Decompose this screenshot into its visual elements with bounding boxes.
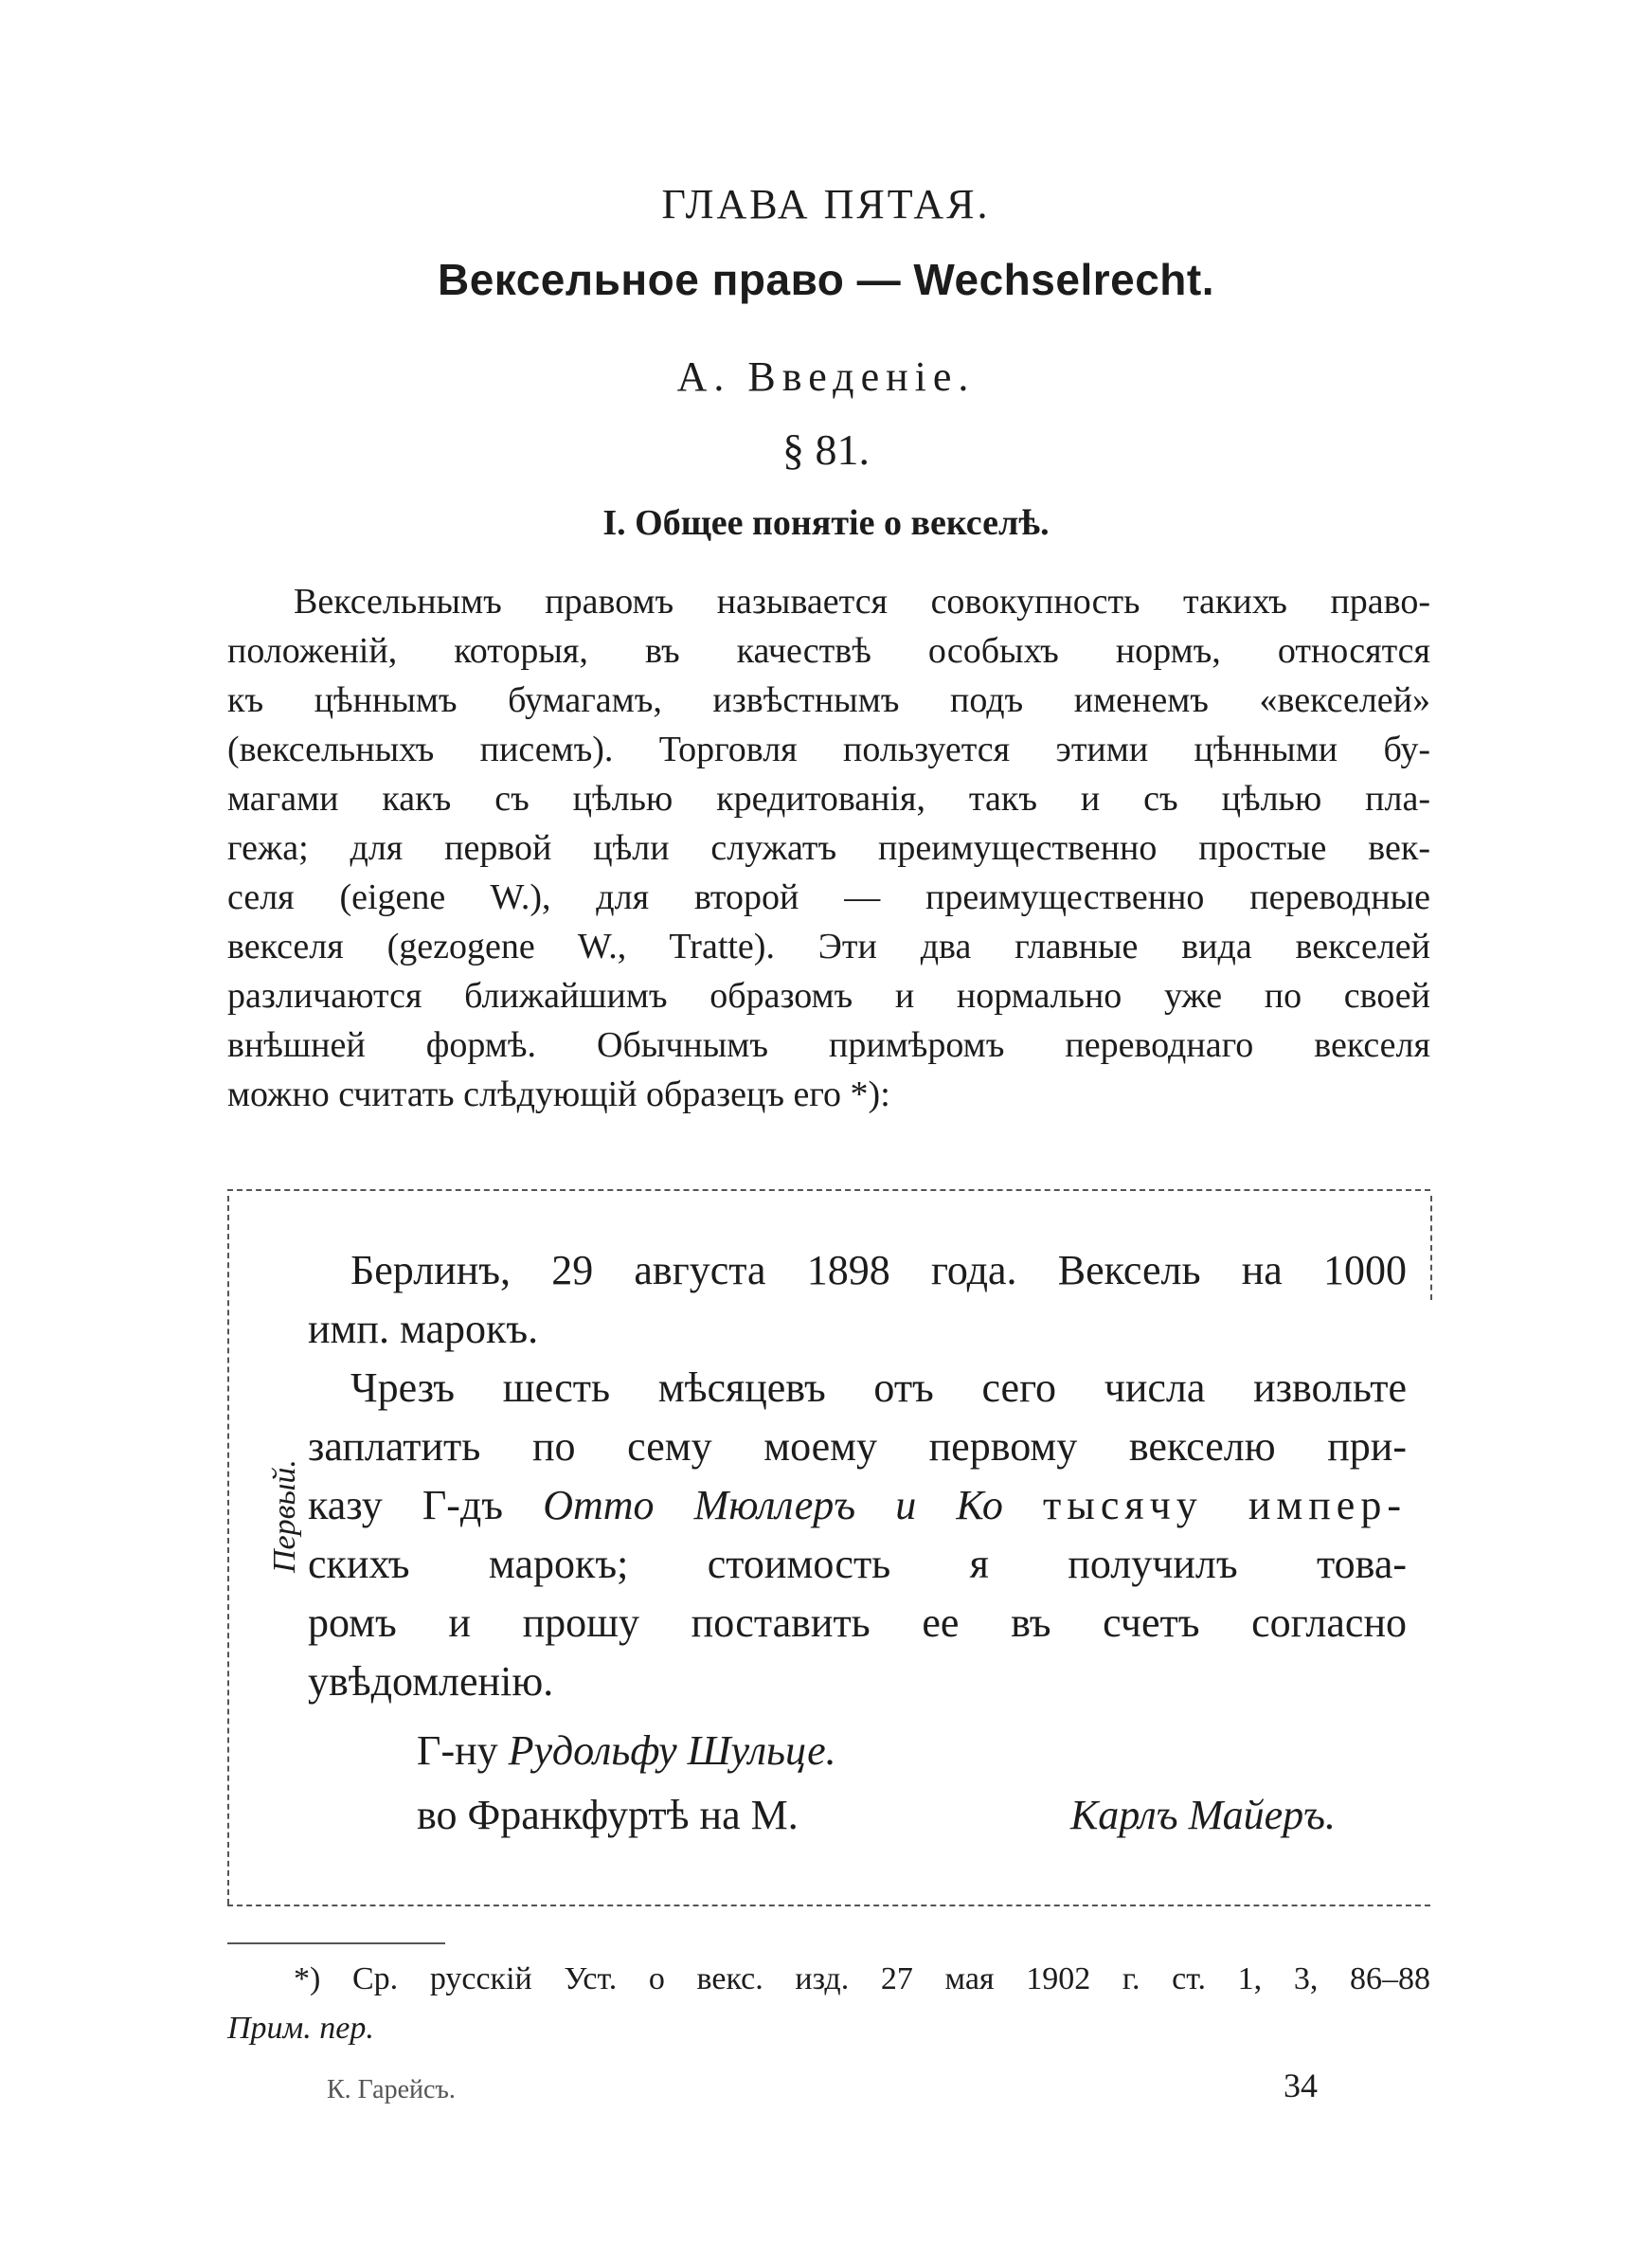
body-line: (вексельныхъ писемъ). Торговля пользуется этими цѣнными бу- — [227, 730, 1430, 769]
body-line: внѣшней формѣ. Обычнымъ примѣромъ переводнаго векселя — [227, 1025, 1430, 1065]
payee-name: Отто Мюллеръ и Ко — [543, 1482, 1003, 1528]
paragraph-number: § 81. — [782, 425, 870, 474]
page-number: 34 — [1284, 2067, 1318, 2104]
chapter-subtitle: Вексельное право — Wechselrecht. — [438, 255, 1214, 304]
bill-text: тысячу импер- — [1043, 1482, 1407, 1528]
bill-location: во Франкфуртѣ на М. — [417, 1792, 799, 1838]
bill-text: казу Г-дъ — [308, 1482, 504, 1528]
bill-border-top — [227, 1189, 1430, 1191]
body-line: къ цѣннымъ бумагамъ, извѣстнымъ подъ именемъ «векселей» — [227, 680, 1430, 720]
bill-line: заплатить по сему моему первому векселю при- — [308, 1423, 1407, 1470]
translator-note: Прим. пер. — [227, 2011, 374, 2046]
bill-border-right — [1430, 1196, 1432, 1300]
bill-line: увѣдомленію. — [308, 1658, 554, 1705]
running-author: К. Гарейсъ. — [327, 2075, 456, 2104]
addressee-prefix: Г-ну — [417, 1727, 498, 1774]
chapter-title: ГЛАВА ПЯТАЯ. — [661, 181, 991, 227]
section-heading: I. Общее понятіе о векселѣ. — [602, 503, 1050, 543]
body-line: селя (eigene W.), для второй — преимущественно переводные — [227, 877, 1430, 917]
body-line: векселя (gezogene W., Tratte). Эти два главные вида векселей — [227, 927, 1430, 966]
body-line: положеній, которыя, въ качествѣ особыхъ нормъ, относятся — [227, 631, 1430, 671]
bill-line: Чрезъ шесть мѣсяцевъ отъ сего числа извольте — [350, 1364, 1407, 1411]
bill-signature: Карлъ Майеръ. — [1070, 1792, 1336, 1838]
body-line: Вексельнымъ правомъ называется совокупность такихъ право- — [294, 582, 1430, 622]
body-line: различаются ближайшимъ образомъ и нормально уже по своей — [227, 976, 1430, 1016]
footnote: *) Ср. русскій Уст. о векс. изд. 27 мая 1902 г. ст. 1, 3, 86–88 — [294, 1961, 1430, 1996]
bill-line: Берлинъ, 29 августа 1898 года. Вексель на 1000 — [350, 1247, 1407, 1293]
body-line: можно считать слѣдующій образецъ его *): — [227, 1074, 890, 1114]
bill-border-bottom — [227, 1905, 1430, 1906]
bill-addressee — [417, 1726, 836, 1775]
addressee-name: Рудольфу Шульце. — [508, 1727, 836, 1774]
bill-line-composite — [308, 1476, 1407, 1535]
section-title: А. Введеніе. — [676, 353, 976, 400]
body-line: гежа; для первой цѣли служатъ преимущественно простые век- — [227, 828, 1430, 868]
bill-line: скихъ марокъ; стоимость я получилъ това- — [308, 1541, 1407, 1587]
body-line: магами какъ съ цѣлью кредитованія, такъ и съ цѣлью пла- — [227, 779, 1430, 819]
bill-line: ромъ и прошу поставить ее въ счетъ согласно — [308, 1599, 1407, 1646]
bill-line: имп. марокъ. — [308, 1306, 539, 1352]
bill-side-label: Первый. — [267, 1459, 302, 1573]
footnote-rule — [227, 1942, 445, 1944]
bill-border-left — [227, 1196, 229, 1905]
